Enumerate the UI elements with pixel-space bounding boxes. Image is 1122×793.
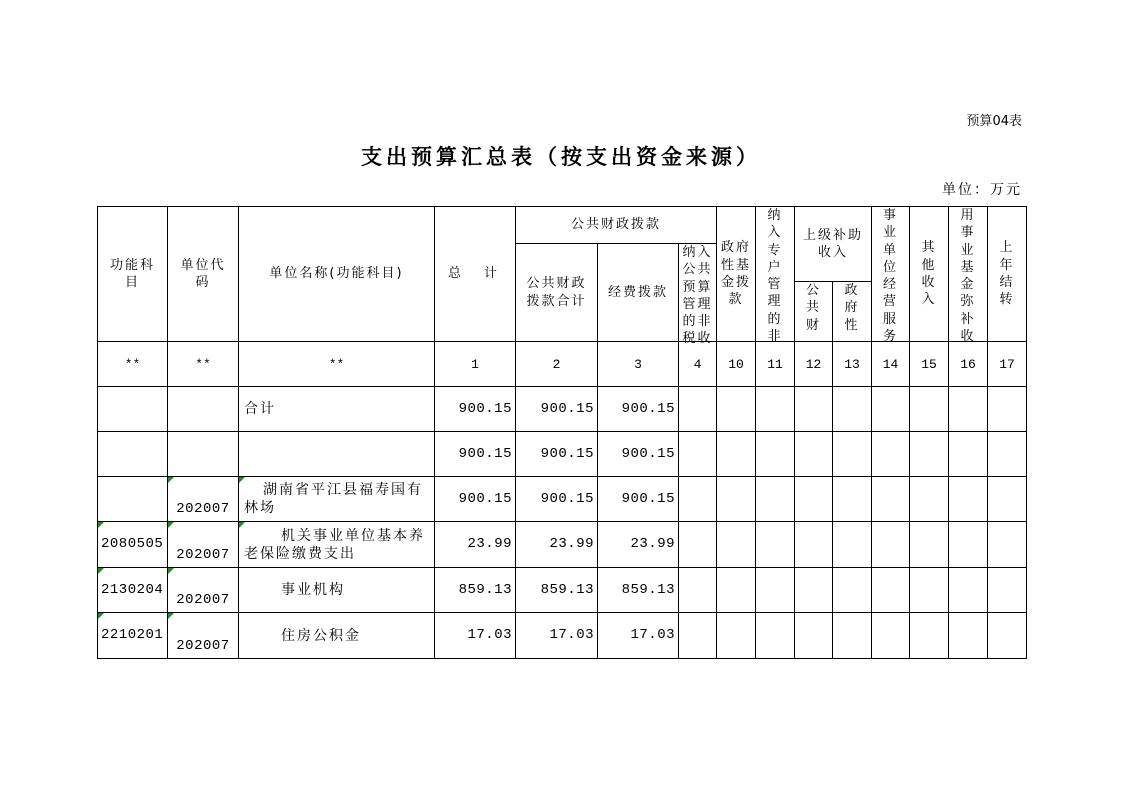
table-header (98, 207, 1027, 347)
header-business-fund (949, 207, 988, 345)
text-format-indicator (168, 568, 174, 574)
form-code: 预算04表 (966, 114, 1022, 129)
table-row (98, 613, 1027, 659)
column-index-row (98, 342, 1027, 387)
total-cell (435, 432, 516, 477)
column-index-label: 17 (999, 356, 1015, 372)
empty-cell (910, 477, 949, 522)
column-index-cell (598, 342, 679, 387)
total-value: 859.13 (458, 581, 512, 598)
column-index-label: 3 (634, 356, 642, 372)
column-index-cell (679, 342, 717, 387)
empty-cell (795, 613, 833, 659)
name-value: 住房公积金 (281, 627, 361, 644)
empty-cell (717, 522, 756, 568)
header-superior-public (795, 282, 833, 342)
empty-cell (833, 477, 872, 522)
column-index-label: 16 (960, 356, 976, 372)
empty-cell (872, 432, 910, 477)
header-special-account (756, 207, 795, 345)
text-format-indicator (98, 522, 104, 528)
header-superior-gov (833, 282, 872, 342)
column-index-cell (795, 342, 833, 387)
header-label: 上级补助收入 (802, 227, 863, 260)
header-other-income (910, 207, 949, 342)
empty-cell (988, 568, 1027, 613)
empty-cell (988, 522, 1027, 568)
table-row (98, 432, 1027, 477)
func-code-cell (98, 477, 168, 522)
name-cell (239, 568, 435, 613)
empty-cell (756, 387, 795, 432)
budget-table (97, 206, 1027, 659)
func-code-cell (98, 613, 168, 659)
unit-label-area (942, 181, 1022, 199)
unit-code-cell (168, 522, 239, 568)
total-value: 23.99 (467, 536, 512, 552)
public-fiscal-total-value: 23.99 (549, 536, 594, 552)
column-index-label: ** (195, 356, 211, 372)
empty-cell (872, 522, 910, 568)
column-index-label: 15 (921, 356, 937, 372)
name-cell (239, 477, 435, 522)
header-func-subject (98, 207, 168, 342)
funding-cell (598, 477, 679, 522)
unit-label: 单位：万元 (942, 182, 1022, 198)
public-fiscal-total-value: 900.15 (540, 445, 594, 462)
unit-code-cell (168, 613, 239, 659)
empty-cell (988, 613, 1027, 659)
header-unit-code (168, 207, 239, 342)
unit-code-cell (168, 477, 239, 522)
header-superior-subsidy (795, 207, 872, 282)
name-value: 湖南省平江县福寿国有林场 (244, 482, 423, 516)
empty-cell (717, 568, 756, 613)
header-label: 公共财政拨款合计 (526, 276, 587, 309)
header-carryover (988, 207, 1027, 342)
total-cell (435, 477, 516, 522)
empty-cell (679, 568, 717, 613)
empty-cell (949, 613, 988, 659)
column-index-cell (833, 342, 872, 387)
text-format-indicator (168, 477, 174, 483)
empty-cell (756, 568, 795, 613)
header-label: 纳入公共预算管理的非税收 (682, 245, 713, 347)
funding-cell (598, 387, 679, 432)
empty-cell (833, 568, 872, 613)
unit-code-value: 202007 (176, 638, 230, 654)
header-label: 总 计 (447, 266, 502, 282)
empty-cell (795, 522, 833, 568)
empty-cell (756, 522, 795, 568)
empty-cell (756, 432, 795, 477)
public-fiscal-total-cell (516, 568, 598, 613)
func-code-cell (98, 387, 168, 432)
name-cell (239, 613, 435, 659)
funding-value: 900.15 (621, 490, 675, 507)
header-total (435, 207, 516, 342)
table-row (98, 568, 1027, 613)
header-label: 纳入专户管理的非 (767, 208, 783, 345)
public-fiscal-total-value: 900.15 (540, 490, 594, 507)
total-cell (435, 387, 516, 432)
func-code-value: 2130204 (101, 581, 164, 598)
empty-cell (679, 613, 717, 659)
public-fiscal-total-cell (516, 432, 598, 477)
unit-code-cell (168, 568, 239, 613)
column-index-cell (988, 342, 1027, 387)
column-index-cell (717, 342, 756, 387)
name-value: 事业机构 (281, 582, 345, 598)
column-index-cell (910, 342, 949, 387)
header-label: 公共财 (805, 283, 821, 333)
empty-cell (949, 477, 988, 522)
empty-cell (910, 522, 949, 568)
table-row (98, 522, 1027, 568)
empty-cell (910, 568, 949, 613)
empty-cell (988, 477, 1027, 522)
header-label: 其他收入 (921, 240, 937, 308)
public-fiscal-total-value: 900.15 (540, 400, 594, 417)
text-format-indicator (168, 522, 174, 528)
funding-cell (598, 432, 679, 477)
header-label: 政府性 (844, 283, 860, 333)
empty-cell (679, 477, 717, 522)
header-public-fiscal (516, 207, 717, 244)
funding-cell (598, 613, 679, 659)
column-index-cell (756, 342, 795, 387)
header-unit-name (239, 207, 435, 342)
column-index-cell (516, 342, 598, 387)
header-business-ops (872, 207, 910, 345)
header-nontax-budget (679, 244, 717, 347)
empty-cell (833, 387, 872, 432)
column-index-label: 10 (728, 356, 744, 372)
empty-cell (910, 432, 949, 477)
func-code-cell (98, 522, 168, 568)
empty-cell (679, 432, 717, 477)
unit-code-cell (168, 387, 239, 432)
funding-value: 23.99 (630, 536, 675, 552)
total-value: 900.15 (458, 490, 512, 507)
empty-cell (795, 387, 833, 432)
empty-cell (756, 613, 795, 659)
name-cell (239, 432, 435, 477)
public-fiscal-total-cell (516, 522, 598, 568)
total-cell (435, 522, 516, 568)
public-fiscal-total-cell (516, 613, 598, 659)
unit-code-value: 202007 (176, 592, 230, 608)
empty-cell (795, 477, 833, 522)
header-label: 事业单位经营服务 (882, 208, 898, 345)
empty-cell (949, 522, 988, 568)
empty-cell (717, 432, 756, 477)
empty-cell (910, 387, 949, 432)
public-fiscal-total-cell (516, 387, 598, 432)
empty-cell (679, 522, 717, 568)
empty-cell (872, 568, 910, 613)
column-index-label: ** (328, 356, 345, 372)
column-index-label: 4 (693, 356, 702, 372)
empty-cell (717, 477, 756, 522)
text-format-indicator (98, 613, 104, 619)
empty-cell (833, 432, 872, 477)
unit-code-value: 202007 (176, 547, 230, 563)
column-index-label: 14 (882, 356, 899, 372)
text-format-indicator (239, 522, 245, 528)
header-label: 经费拨款 (607, 284, 668, 300)
header-label: 功能科目 (109, 257, 155, 290)
total-value: 900.15 (458, 445, 512, 462)
funding-cell (598, 568, 679, 613)
public-fiscal-total-cell (516, 477, 598, 522)
empty-cell (910, 613, 949, 659)
func-code-cell (98, 568, 168, 613)
text-format-indicator (98, 568, 104, 574)
empty-cell (872, 613, 910, 659)
funding-cell (598, 522, 679, 568)
column-index-cell (435, 342, 516, 387)
empty-cell (949, 387, 988, 432)
funding-value: 900.15 (621, 400, 675, 417)
header-public-fiscal-total (516, 244, 598, 342)
total-cell (435, 613, 516, 659)
unit-code-value: 202007 (176, 501, 230, 517)
text-format-indicator (239, 477, 245, 483)
empty-cell (756, 477, 795, 522)
empty-cell (717, 613, 756, 659)
empty-cell (988, 432, 1027, 477)
empty-cell (949, 568, 988, 613)
public-fiscal-total-value: 17.03 (549, 627, 594, 643)
page-title: 支出预算汇总表（按支出资金来源） (361, 145, 761, 169)
column-index-cell (98, 342, 168, 387)
funding-value: 900.15 (621, 445, 675, 462)
header-label: 上年结转 (999, 240, 1015, 308)
column-index-label: 2 (552, 356, 561, 372)
empty-cell (717, 387, 756, 432)
column-index-label: 13 (844, 356, 860, 372)
total-value: 17.03 (467, 627, 512, 643)
header-label: 单位代码 (180, 257, 226, 290)
header-label: 用事业基金弥补收 (960, 208, 976, 345)
empty-cell (795, 432, 833, 477)
public-fiscal-total-value: 859.13 (540, 581, 594, 598)
column-index-label: 12 (805, 356, 822, 372)
column-index-cell (949, 342, 988, 387)
column-index-label: ** (124, 356, 141, 372)
empty-cell (833, 613, 872, 659)
func-code-value: 2210201 (101, 627, 164, 643)
total-cell (435, 568, 516, 613)
column-index-cell (168, 342, 239, 387)
empty-cell (872, 477, 910, 522)
column-index-label: 1 (471, 356, 479, 372)
column-index-cell (239, 342, 435, 387)
table-row (98, 477, 1027, 522)
empty-cell (872, 387, 910, 432)
name-value: 合计 (244, 401, 276, 417)
empty-cell (795, 568, 833, 613)
empty-cell (833, 522, 872, 568)
unit-code-cell (168, 432, 239, 477)
empty-cell (988, 387, 1027, 432)
name-value: 机关事业单位基本养老保险缴费支出 (244, 527, 425, 562)
funding-value: 17.03 (630, 627, 675, 643)
header-label: 政府性基金拨款 (720, 240, 751, 308)
table-row (98, 387, 1027, 432)
funding-value: 859.13 (621, 581, 675, 598)
header-label: 公共财政拨款 (570, 217, 661, 233)
header-gov-fund (717, 207, 756, 342)
func-code-cell (98, 432, 168, 477)
name-cell (239, 387, 435, 432)
empty-cell (679, 387, 717, 432)
total-value: 900.15 (458, 400, 512, 417)
empty-cell (949, 432, 988, 477)
header-label: 单位名称(功能科目) (269, 266, 404, 282)
header-funding (598, 244, 679, 342)
column-index-cell (872, 342, 910, 387)
func-code-value: 2080505 (101, 536, 164, 552)
text-format-indicator (168, 613, 174, 619)
name-cell (239, 522, 435, 568)
column-index-label: 11 (767, 356, 783, 372)
